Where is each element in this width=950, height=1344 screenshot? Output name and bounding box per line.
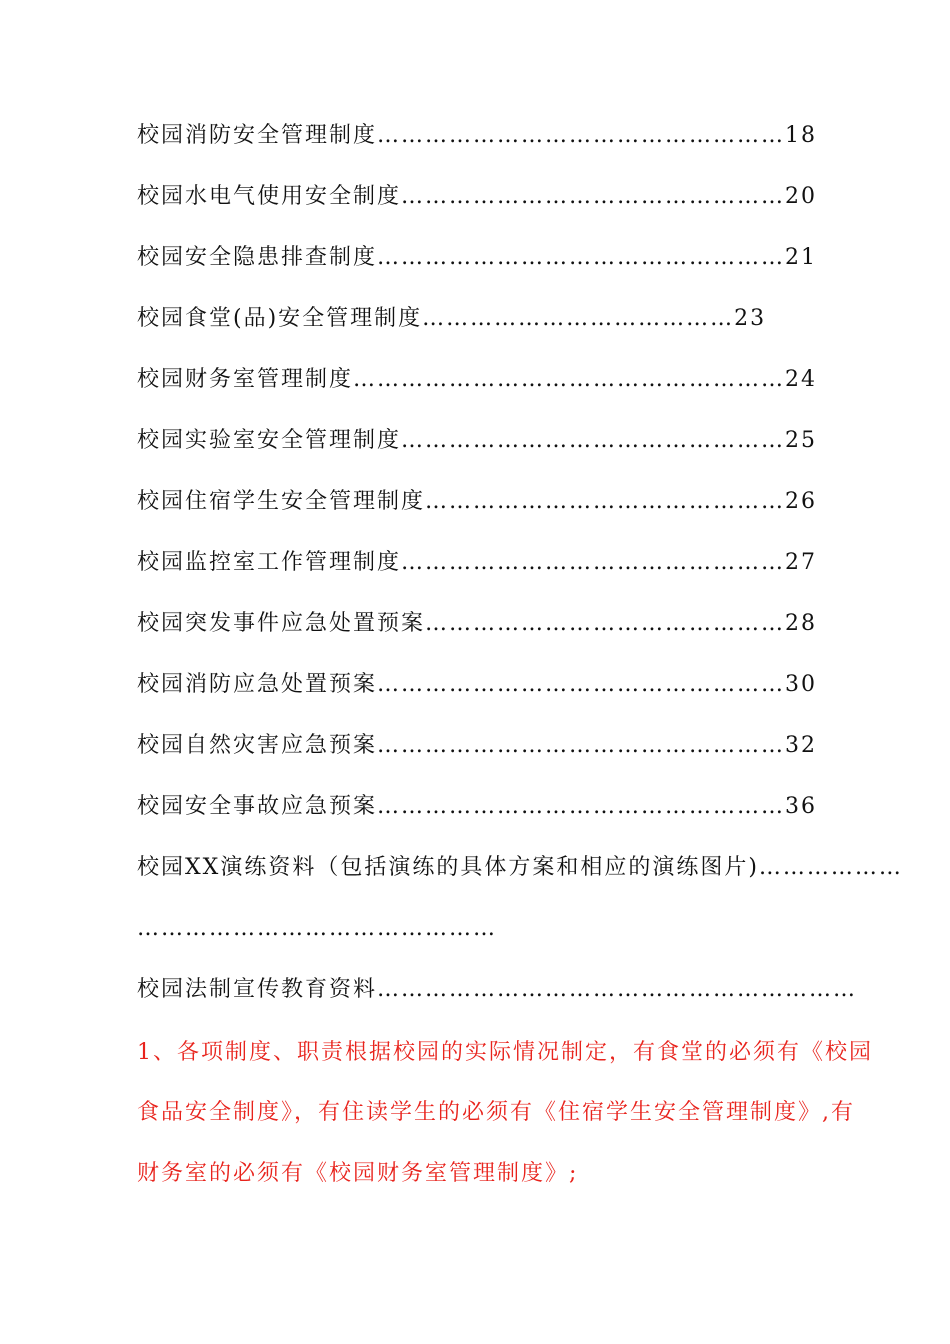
toc-entry: 校园实验室安全管理制度…………………………………………25 bbox=[137, 428, 817, 453]
toc-entry: 校园法制宣传教育资料…………………………………………………… bbox=[137, 977, 858, 1002]
note-line: 1、各项制度、职责根据校园的实际情况制定，有食堂的必须有《校园 bbox=[137, 1040, 873, 1065]
toc-entry: 校园消防安全管理制度……………………………………………18 bbox=[137, 123, 817, 148]
toc-entry: 校园突发事件应急处置预案………………………………………28 bbox=[137, 611, 817, 636]
toc-entry: 校园消防应急处置预案……………………………………………30 bbox=[137, 672, 817, 697]
toc-entry: 校园安全隐患排查制度……………………………………………21 bbox=[137, 245, 817, 270]
toc-entry: 校园监控室工作管理制度…………………………………………27 bbox=[137, 550, 817, 575]
toc-entry: 校园XX演练资料（包括演练的具体方案和相应的演练图片)……………… bbox=[137, 855, 903, 880]
note-line: 财务室的必须有《校园财务室管理制度》; bbox=[137, 1161, 579, 1186]
toc-entry: 校园财务室管理制度………………………………………………24 bbox=[137, 367, 817, 392]
toc-entry: 校园安全事故应急预案……………………………………………36 bbox=[137, 794, 817, 819]
toc-entry: 校园住宿学生安全管理制度………………………………………26 bbox=[137, 489, 817, 514]
toc-entry-continuation: ……………………………………… bbox=[137, 916, 497, 941]
note-line: 食品安全制度》，有住读学生的必须有《住宿学生安全管理制度》,有 bbox=[137, 1100, 855, 1125]
toc-entry: 校园水电气使用安全制度…………………………………………20 bbox=[137, 184, 817, 209]
toc-entry: 校园自然灾害应急预案……………………………………………32 bbox=[137, 733, 817, 758]
toc-entry: 校园食堂(品)安全管理制度…………………………………23 bbox=[137, 306, 767, 331]
